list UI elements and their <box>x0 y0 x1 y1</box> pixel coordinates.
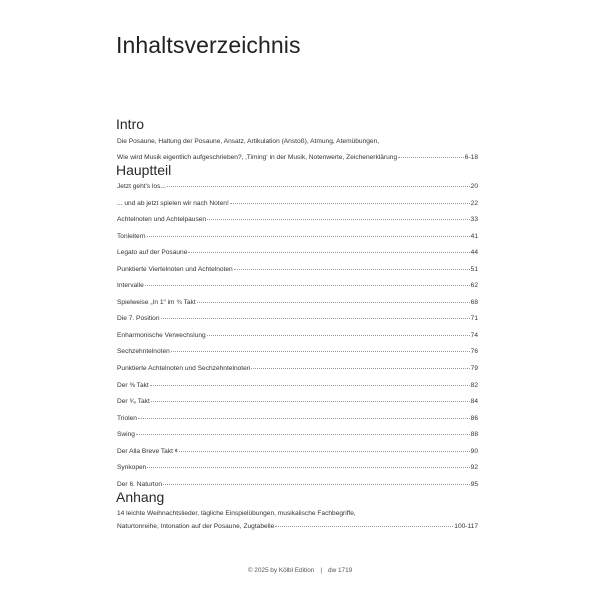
toc-entry-title: Sechzehntelnoten <box>117 348 170 356</box>
toc-entry[interactable] <box>117 348 478 365</box>
section-heading-hauptteil: Hauptteil <box>116 162 172 178</box>
intro-topics-text: Wie wird Musik eigentlich aufgeschrieben?, ‚Timing‘ in der Musik, Notenwerte, Zeichenerklärung <box>117 154 398 161</box>
section-heading-intro: Intro <box>116 116 145 132</box>
page-number: 41 <box>470 232 478 240</box>
hauptteil-toc-list <box>117 183 478 497</box>
toc-entry-title: Enharmonische Verwechslung <box>117 331 206 339</box>
page-number: 86 <box>470 414 478 422</box>
page-number: 68 <box>470 298 478 306</box>
toc-entry[interactable] <box>117 200 478 217</box>
dot-leader <box>230 203 470 204</box>
page-number: 6-18 <box>464 154 478 161</box>
intro-topics-line2[interactable] <box>117 154 478 161</box>
dot-leader <box>197 302 470 303</box>
dot-leader <box>171 351 470 352</box>
toc-entry[interactable] <box>117 233 478 250</box>
toc-entry[interactable] <box>117 365 478 382</box>
page-number: 22 <box>470 199 478 207</box>
anhang-topics-line1: 14 leichte Weihnachtslieder, tägliche Einspielübungen, musikalische Fachbegriffe, <box>117 510 356 517</box>
toc-entry[interactable] <box>117 266 478 283</box>
page-number: 79 <box>470 365 478 373</box>
page-number: 76 <box>470 348 478 356</box>
page-number: 51 <box>470 265 478 273</box>
anhang-topics-text: Naturtonreihe, Intonation auf der Posaune, Zugtabelle <box>117 523 275 530</box>
page-number: 90 <box>470 447 478 455</box>
dot-leader <box>207 219 470 220</box>
dot-leader <box>138 418 470 419</box>
page-number: 62 <box>470 282 478 290</box>
toc-entry-title: Achtelnoten und Achtelpausen <box>117 216 207 224</box>
toc-entry-title: Der ⁶⁄₈ Takt <box>117 398 150 406</box>
toc-entry[interactable] <box>117 481 478 498</box>
dot-leader <box>147 236 470 237</box>
page-number: 100-117 <box>454 523 478 530</box>
toc-entry[interactable] <box>117 398 478 415</box>
toc-entry-title: Spielweise „In 1“ im ¾ Takt <box>117 298 196 306</box>
dot-leader <box>145 285 470 286</box>
toc-entry-title: Punktierte Viertelnoten und Achtelnoten <box>117 265 233 273</box>
toc-entry-title: Triolen <box>117 414 137 422</box>
dot-leader <box>167 186 470 187</box>
footer-separator: | <box>320 567 323 574</box>
toc-entry[interactable] <box>117 315 478 332</box>
toc-entry[interactable] <box>117 183 478 200</box>
dot-leader <box>207 335 470 336</box>
page-number: 88 <box>470 431 478 439</box>
toc-entry[interactable] <box>117 464 478 481</box>
toc-entry-title: Jetzt geht's los... <box>117 183 166 190</box>
dot-leader <box>161 318 470 319</box>
toc-entry[interactable] <box>117 216 478 233</box>
toc-entry[interactable] <box>117 415 478 432</box>
toc-entry-title: Die 7. Position <box>117 315 160 323</box>
dot-leader <box>234 269 470 270</box>
toc-entry[interactable] <box>117 299 478 316</box>
dot-leader <box>151 401 470 402</box>
toc-entry-title: Punktierte Achtelnoten und Sechzehntelnoten <box>117 365 251 373</box>
toc-entry-title: Tonleitern <box>117 232 146 240</box>
page-number: 95 <box>470 480 478 488</box>
toc-entry[interactable] <box>117 249 478 266</box>
page-title: Inhaltsverzeichnis <box>116 32 301 58</box>
anhang-topics-line2[interactable] <box>117 523 478 530</box>
page-number: 82 <box>470 381 478 389</box>
dot-leader <box>179 451 470 452</box>
intro-topics-line1: Die Posaune, Haltung der Posaune, Ansatz, Artikulation (Anstoß), Atmung, Atemübungen, <box>117 138 380 145</box>
page-number: 71 <box>470 315 478 323</box>
dot-leader <box>398 157 464 158</box>
toc-entry[interactable] <box>117 448 478 465</box>
page-number: 44 <box>470 249 478 257</box>
toc-entry-title: Intervalle <box>117 282 144 290</box>
page-number: 84 <box>470 398 478 406</box>
dot-leader <box>136 434 470 435</box>
toc-entry-title: Legato auf der Posaune <box>117 249 188 257</box>
page-number: 92 <box>470 464 478 472</box>
page-number: 33 <box>470 216 478 224</box>
dot-leader <box>150 385 470 386</box>
toc-entry[interactable] <box>117 382 478 399</box>
dot-leader <box>147 467 469 468</box>
section-heading-anhang: Anhang <box>116 489 165 505</box>
dot-leader <box>251 368 469 369</box>
dot-leader <box>163 484 470 485</box>
page-footer <box>0 567 600 574</box>
edition-code: dw 1719 <box>328 567 353 574</box>
toc-entry-title: Der ⅜ Takt <box>117 381 149 389</box>
toc-entry-title: Synkopen <box>117 464 147 472</box>
toc-entry-title: Der 6. Naturton <box>117 480 163 488</box>
dot-leader <box>275 526 453 527</box>
toc-entry-title: Der Alla Breve Takt 𝄵 <box>117 447 178 455</box>
toc-entry[interactable] <box>117 431 478 448</box>
page-number: 20 <box>470 183 478 190</box>
page-number: 74 <box>470 331 478 339</box>
toc-entry[interactable] <box>117 282 478 299</box>
copyright-text: © 2025 by Kölbl Edition <box>247 567 315 574</box>
toc-entry-title: Swing <box>117 431 135 439</box>
toc-entry[interactable] <box>117 332 478 349</box>
dot-leader <box>188 252 469 253</box>
toc-entry-title: ... und ab jetzt spielen wir nach Noten! <box>117 199 229 207</box>
